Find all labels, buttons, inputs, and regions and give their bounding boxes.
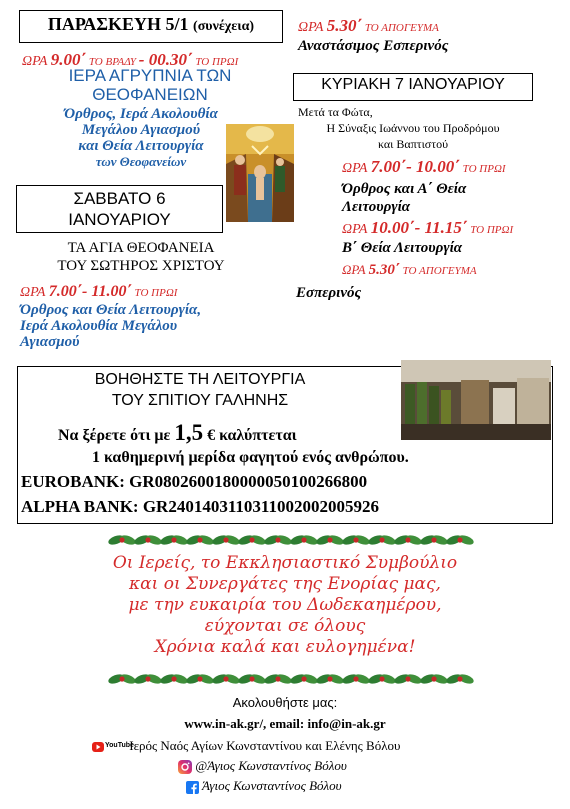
holly-icon bbox=[0, 531, 570, 549]
bank-alphabank: ALPHA BANK: GR2401403110311002002005926 bbox=[21, 497, 379, 516]
facebook-icon bbox=[186, 781, 199, 794]
evening-time: ΩΡΑ 5.30΄ ΤΟ ΑΠΟΓΕΥΜΑ bbox=[298, 16, 439, 35]
instagram-icon bbox=[178, 760, 192, 774]
friday-desc: Όρθρος, Ιερά Ακολουθία Μεγάλου Αγιασμού και Θεία Λειτουργία των Θεοφανείων bbox=[64, 106, 218, 169]
sunday-service2-time: ΩΡΑ 10.00΄- 11.15΄ ΤΟ ΠΡΩΙ bbox=[342, 218, 514, 237]
follow-label: Ακολουθήστε μας: bbox=[232, 695, 338, 710]
saturday-header: ΣΑΒΒΑΤΟ 6 ΙΑΝΟΥΑΡΙΟΥ bbox=[68, 189, 171, 229]
sunday-service1-desc: Όρθρος και Α΄ Θεία Λειτουργία bbox=[342, 181, 467, 215]
saturday-time: ΩΡΑ 7.00΄- 11.00΄ ΤΟ ΠΡΩΙ bbox=[20, 283, 178, 300]
friday-time: ΩΡΑ 9.00΄ ΤΟ ΒΡΑΔΥ - 00.30΄ ΤΟ ΠΡΩΙ bbox=[22, 50, 239, 69]
baptism-icon bbox=[226, 124, 294, 222]
sunday-intro: Μετά τα Φώτα, Η Σύναξις Ιωάννου του Προδρόμου και Βαπτιστού bbox=[298, 105, 500, 151]
youtube-icon: YouTube bbox=[92, 741, 126, 753]
sunday-service1-time: ΩΡΑ 7.00΄- 10.00΄ ΤΟ ΠΡΩΙ bbox=[342, 157, 506, 176]
greeting: Οι Ιερείς, το Εκκλησιαστικό Συμβούλιο και οι Συνεργάτες της Ενορίας μας, με την ευκαιρία του Δωδεκαημέρου, εύχονται σε όλους Χρόνια καλά και ευλογημένα! bbox=[112, 553, 458, 657]
friday-header: ΠΑΡΑΣΚΕΥΗ 5/1 (συνέχεια) bbox=[47, 14, 255, 34]
sunday-service2-desc: Β΄ Θεία Λειτουργία bbox=[342, 240, 463, 256]
evening-desc: Αναστάσιμος Εσπερινός bbox=[298, 38, 449, 54]
sunday-service3-time: ΩΡΑ 5.30΄ ΤΟ ΑΠΟΓΕΥΜΑ bbox=[342, 262, 477, 278]
food-supplies-photo bbox=[401, 360, 551, 440]
theophany-icon-image bbox=[226, 124, 294, 222]
bank-eurobank: EUROBANK: GR0802600180000050100266800 bbox=[21, 472, 368, 491]
instagram-row[interactable]: @Άγιος Κωνσταντίνος Βόλου bbox=[178, 758, 347, 774]
donation-title: ΒΟΗΘΗΣΤΕ ΤΗ ΛΕΙΤΟΥΡΓΙΑ ΤΟΥ ΣΠΙΤΙΟΥ ΓΑΛΗΝΗΣ bbox=[94, 371, 306, 409]
sunday-header: ΚΥΡΙΑΚΗ 7 ΙΑΝΟΥΑΡΙΟΥ bbox=[321, 76, 505, 93]
saturday-desc: Όρθρος και Θεία Λειτουργία, Ιερά Ακολουθία Μεγάλου Αγιασμού bbox=[20, 302, 202, 350]
website-email-link[interactable]: www.in-ak.gr/, email: info@in-ak.gr bbox=[184, 716, 386, 731]
donation-meal: 1 καθημερινή μερίδα φαγητού ενός ανθρώπου. bbox=[92, 449, 409, 466]
donation-know: Να ξέρετε ότι με 1,5 € καλύπτεται bbox=[58, 420, 297, 445]
friday-title: ΙΕΡΑ ΑΓΡΥΠΝΙΑ ΤΩΝ ΘΕΟΦΑΝΕΙΩΝ bbox=[68, 66, 232, 104]
saturday-feast: ΤΑ ΑΓΙΑ ΘΕΟΦΑΝΕΙΑ ΤΟΥ ΣΩΤΗΡΟΣ ΧΡΙΣΤΟΥ bbox=[57, 240, 225, 274]
donation-photo bbox=[401, 360, 551, 440]
holly-icon bbox=[0, 670, 570, 688]
facebook-row[interactable]: Άγιος Κωνσταντίνος Βόλου bbox=[186, 778, 342, 794]
youtube-row[interactable]: YouTube Ιερός Ναός Αγίων Κωνσταντίνου και Ελένης Βόλου bbox=[92, 738, 400, 754]
sunday-service3-desc: Εσπερινός bbox=[296, 285, 362, 301]
holly-garland-bottom bbox=[0, 670, 570, 688]
holly-garland-top bbox=[0, 531, 570, 549]
